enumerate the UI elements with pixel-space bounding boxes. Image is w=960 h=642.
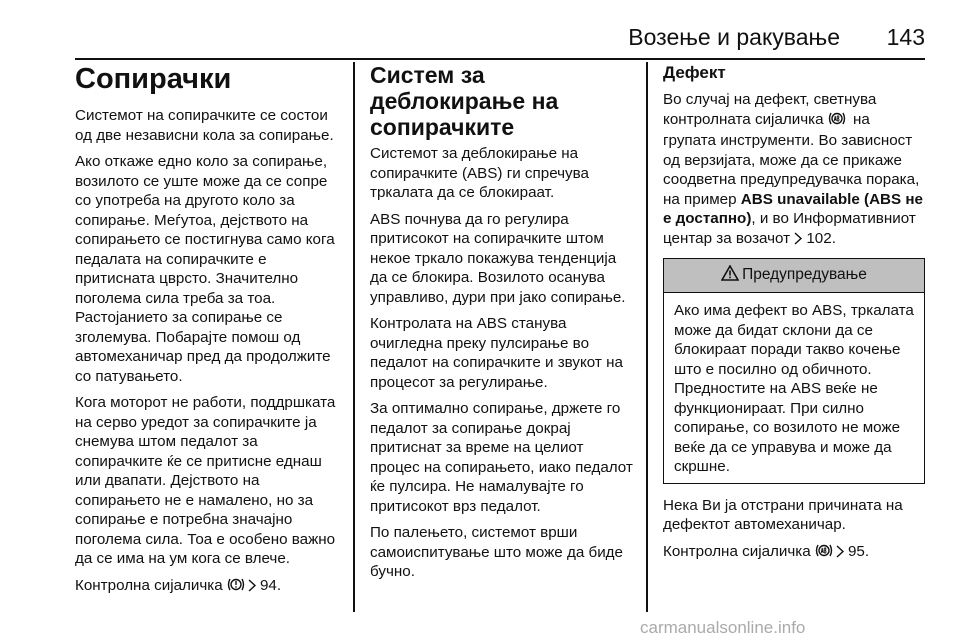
text-span: Во случај на дефект, светнува контролната сијаличка: [663, 91, 877, 128]
paragraph: По палењето, системот врши самоиспитување што може да биде бучно.: [370, 524, 623, 580]
watermark: carmanualsonline.info: [640, 618, 806, 637]
text-span: на групата инструменти. Во зависност од верзијата, може да се прикаже соодветна предупредувачка порака, на пример: [663, 110, 920, 208]
paragraph: Контролата на ABS станува очигледна преку пулсирање во педалот на сопирачките и звукот на процесот за регулирање.: [370, 315, 623, 391]
abs-warning-icon: [815, 543, 833, 564]
page-reference[interactable]: 102.: [806, 229, 836, 247]
column-divider: [646, 62, 648, 612]
abs-warning-icon: [828, 111, 846, 132]
page-reference-arrow-icon[interactable]: [836, 544, 845, 564]
section-title: Возење и ракување: [628, 24, 840, 50]
control-lamp-label: Контролна сијаличка: [663, 542, 811, 560]
paragraph: [663, 542, 925, 564]
page-reference-arrow-icon[interactable]: [794, 231, 803, 251]
paragraph: Ако откаже едно коло за сопирање, возилото се уште може да се сопре со употреба на другото коло за сопирање. Меѓутоа, дејството на сопирањето се постигнува само кога педалата на сопирачките е притисната цврсто. Значително поголема сила треба за тоа. Растојанието за сопирање се зголемува. Побарајте помош од автомеханичар пред да продолжите со патувањето.: [75, 153, 335, 385]
warning-header: [664, 259, 924, 293]
paragraph: Кога моторот не работи, поддршката на серво уредот за сопирачките ја снемува штом педалот за сопирачките ќе се притисне еднаш или двапати. Дејството на сопирањето не е намалено, но за сопирање е потребна значајно поголема сила. Тоа е особено важно да се има на ум кога се влече.: [75, 394, 336, 567]
column-brakes: [75, 62, 345, 604]
warning-body: [664, 293, 924, 483]
heading-abs: Систем за деблокирање на сопирачките: [370, 62, 559, 140]
paragraph: Системот на сопирачките се состои од две независни кола за сопирање.: [75, 107, 334, 144]
page-reference[interactable]: 95.: [847, 542, 870, 560]
paragraph: [75, 576, 345, 598]
heading-fault: Дефект: [663, 63, 726, 82]
control-lamp-label: Контролна сијаличка: [75, 576, 223, 594]
paragraph: Нека Ви ја отстрани причината на дефектот автомеханичар.: [663, 496, 903, 533]
column-fault: [663, 62, 925, 570]
column-divider: [353, 62, 355, 612]
warning-text: Ако има дефект во ABS, тркалата може да бидат склони да се блокираат поради такво кочење што е посилно од обичното. Предностите на ABS веќе не функционираат. При силно сопирање, со возилото не може веќе да се управува и може да скршне.: [674, 302, 914, 475]
page-reference[interactable]: 94.: [259, 576, 282, 594]
column-abs: [370, 62, 636, 589]
warning-box: [663, 258, 925, 484]
message-text: ABS unavailable (ABS не е достапно): [663, 190, 923, 227]
page-reference-arrow-icon[interactable]: [248, 578, 257, 598]
paragraph: Системот за деблокирање на сопирачките (ABS) ги спречува тркалата да се блокираат.: [370, 145, 589, 201]
brake-warning-icon: [227, 577, 245, 598]
warning-triangle-icon: [721, 265, 739, 286]
paragraph: За оптимално сопирање, држете го педалот за сопирање докрај притиснат за време на целиот процес на сопирањето, иако педалот ќе пулсира. Не намалувајте го притисокот врз педалот.: [370, 400, 633, 515]
paragraph: ABS почнува да го регулира притисокот на сопирачките штом некое тркало покажува тенденција да се блокира. Возилото осанува управливо, дури при јако сопирање.: [370, 210, 626, 306]
page-number: 143: [886, 24, 925, 50]
warning-title: Предупредување: [742, 266, 867, 283]
text-span: , и во Информативниот центар за возачот: [663, 210, 916, 247]
heading-brakes: Сопирачки: [75, 63, 232, 95]
page-header: [75, 18, 925, 60]
paragraph: [663, 90, 925, 250]
